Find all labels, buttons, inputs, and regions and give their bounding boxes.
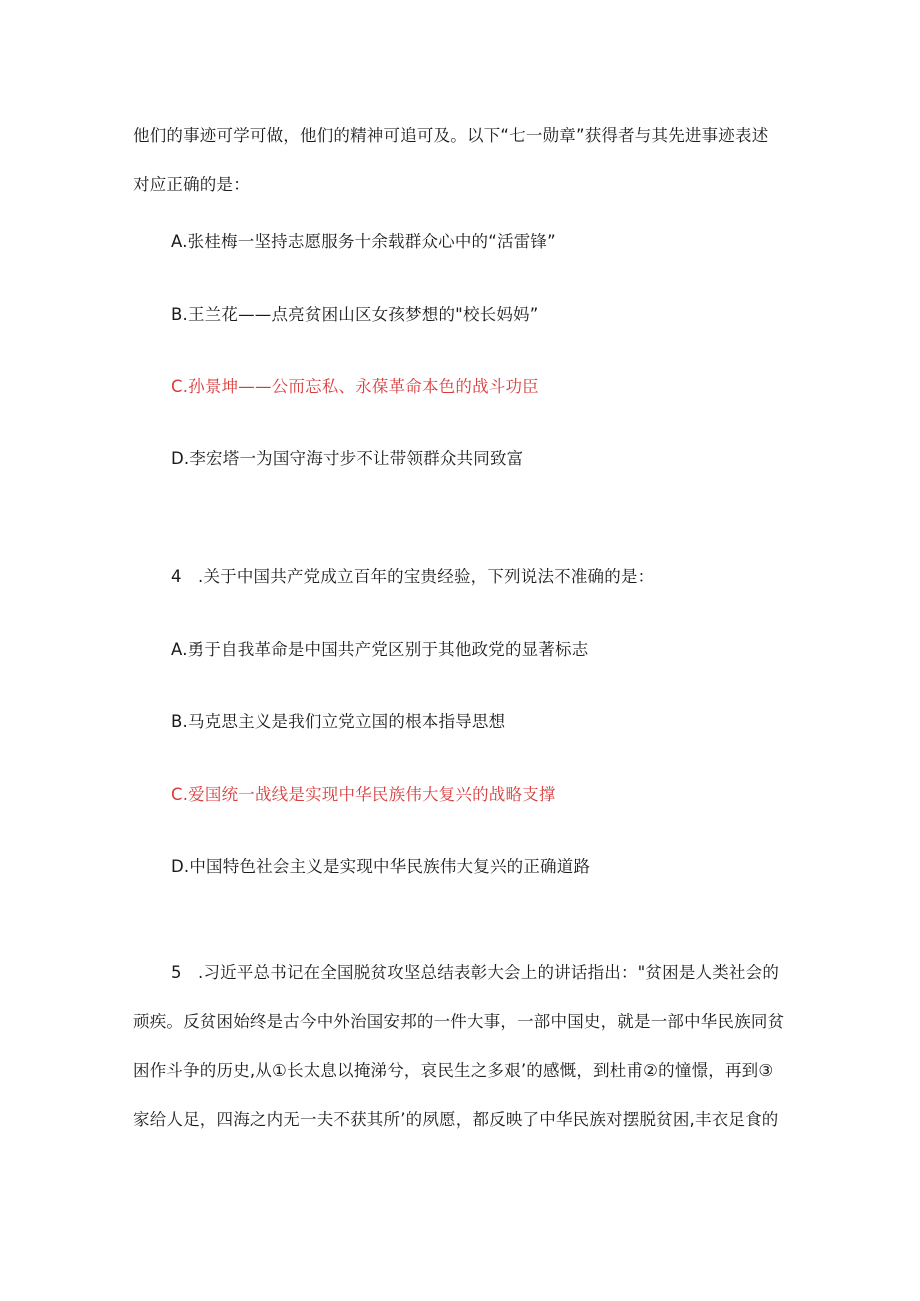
- q4-option-d: D.中国特色社会主义是实现中华民族伟大复兴的正确道路: [171, 857, 591, 876]
- q5-line-3: 困作斗争的历史,从①长太息以掩涕兮，哀民生之多艰’的感慨，到杜甫②的憧憬，再到③: [133, 1061, 774, 1080]
- q4-option-a: A.勇于自我革命是中国共产党区别于其他政党的显著标志: [171, 640, 589, 659]
- q5-first-line: .习近平总书记在全国脱贫攻坚总结表彰大会上的讲话指出："贫困是人类社会的: [198, 963, 780, 982]
- q3-option-d: D.李宏塔一为国守海寸步不让带领群众共同致富: [171, 449, 524, 468]
- q5-line-4: 家给人足，四海之内无一夫不获其所’的夙愿，都反映了中华民族对摆脱贫困,丰衣足食的: [133, 1110, 779, 1129]
- q3-stem-line-2: 对应正确的是：: [133, 175, 250, 194]
- q4-option-c-correct: C.爱国统一战线是实现中华民族伟大复兴的战略支撑: [171, 785, 556, 804]
- q4-number: 4: [171, 567, 182, 586]
- q5-line-2: 顽疾。反贫困始终是古今中外治国安邦的一件大事，一部中国史，就是一部中华民族同贫: [133, 1012, 785, 1031]
- q3-option-a: A.张桂梅一坚持志愿服务十余载群众心中的“活雷锋”: [171, 232, 556, 251]
- q4-stem: .关于中国共产党成立百年的宝贵经验，下列说法不准确的是：: [198, 567, 655, 586]
- q3-option-c-correct: C.孙景坤——公而忘私、永葆革命本色的战斗功臣: [171, 377, 539, 396]
- q3-option-b: B.王兰花——点亮贫困山区女孩梦想的"校长妈妈”: [171, 305, 539, 324]
- q4-option-b: B.马克思主义是我们立党立国的根本指导思想: [171, 712, 506, 731]
- q5-number: 5: [171, 963, 182, 982]
- q3-stem-line-1: 他们的事迹可学可做，他们的精神可追可及。以下“七一勋章”获得者与其先进事迹表述: [133, 126, 769, 145]
